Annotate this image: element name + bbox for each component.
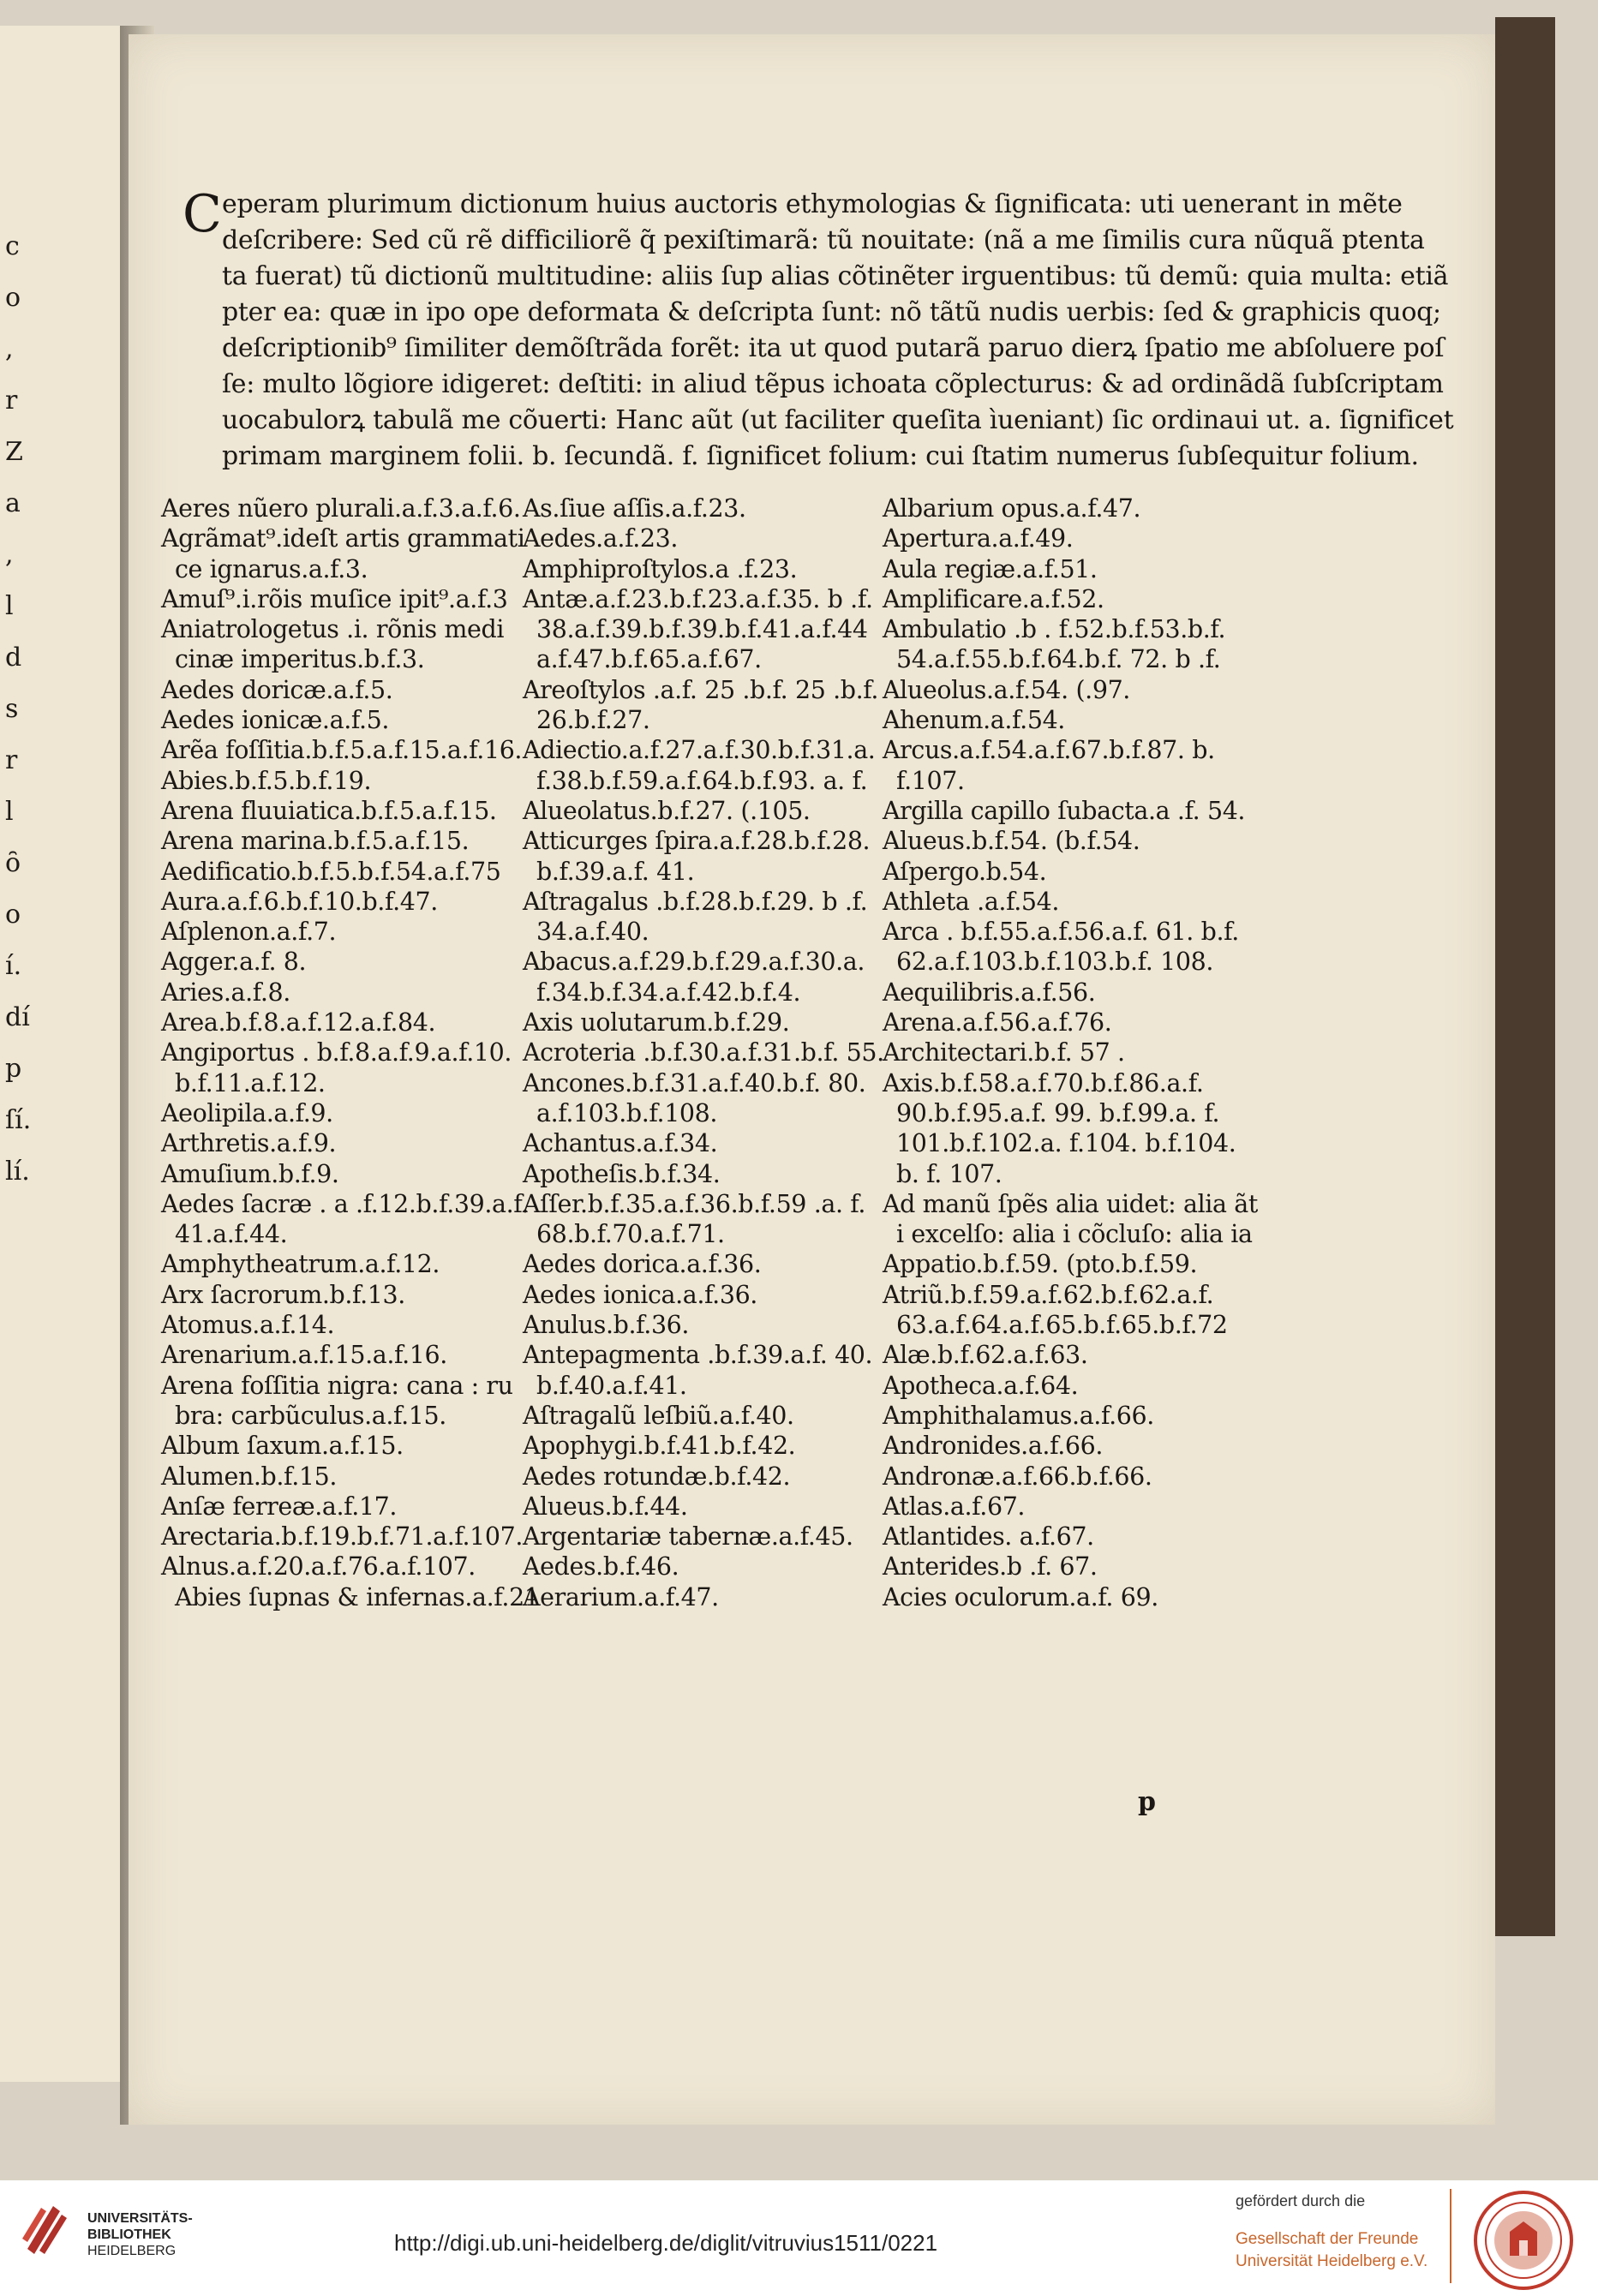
index-entry: Aula regiæ.a.f.51.: [883, 554, 1098, 583]
index-entry: b.f.39.a.f. 41.: [536, 857, 695, 886]
index-entry: Agger.a.f. 8.: [161, 948, 307, 977]
index-entry: 34.a.f.40.: [536, 918, 649, 947]
index-column-3: [883, 493, 1258, 1612]
index-entry: Aedes doricæ.a.f.5.: [161, 675, 393, 704]
index-entry: Arcus.a.f.54.a.f.67.b.f.87. b.: [883, 736, 1215, 765]
library-line: BIBLIOTHEK: [87, 2227, 171, 2242]
index-entry: 38.a.f.39.b.f.39.b.f.41.a.f.44: [536, 615, 868, 644]
index-entry: Architectari.b.f. 57 .: [883, 1038, 1125, 1067]
index-entry: a.f.103.b.f.108.: [536, 1098, 718, 1127]
index-entry: Ad manũ ſpẽs alia uidet: alia ãt: [883, 1189, 1258, 1218]
index-entry: 90.b.f.95.a.f. 99. b.f.99.a. f.: [896, 1098, 1220, 1127]
index-entry: Alæ.b.f.62.a.f.63.: [883, 1341, 1088, 1370]
index-column-1: [161, 493, 540, 1612]
index-entry: Aſpergo.b.54.: [883, 857, 1047, 886]
index-entry: Argilla capillo ſubacta.a .f. 54.: [883, 796, 1246, 825]
index-entry: Argentariæ tabernæ.a.f.45.: [523, 1522, 853, 1552]
index-entry: Antæ.a.f.23.b.f.23.a.f.35. b .f.: [523, 584, 873, 613]
previous-page-fragment: o: [5, 900, 21, 930]
index-entry: Arena foſſitia nigra: cana : ru: [161, 1371, 513, 1400]
index-entry: Alueus.b.f.44.: [523, 1492, 688, 1521]
introduction-lines: [222, 187, 1454, 475]
index-entry: b. f. 107.: [896, 1159, 1002, 1188]
index-entry: ce ignarus.a.f.3.: [175, 554, 368, 583]
index-entry: Aedes ionicæ.a.f.5.: [161, 706, 390, 735]
index-entry: Anulus.b.f.36.: [523, 1311, 690, 1340]
previous-page-fragment: s: [5, 694, 19, 724]
library-line: UNIVERSITÄTS-: [87, 2211, 193, 2226]
index-entry: Axis.b.f.58.a.f.70.b.f.86.a.f.: [883, 1068, 1204, 1097]
previous-page-fragment: l: [5, 591, 14, 621]
funded-by-label: gefördert durch die: [1236, 2192, 1366, 2209]
previous-page-fragment: p: [5, 1054, 22, 1084]
intro-line: uocabulorꝝ tabulã me cõuerti: Hanc aũt (ut faciliter queſita ìueniant) ſic ordinaui ut. a. ſignificet: [222, 405, 1454, 435]
intro-line: deſcriptionib⁹ ſimiliter demõſtrãda forẽt: ita ut quod putarã paruo dierꝝ ſpatio me abſoluere poſ: [222, 333, 1445, 363]
index-entry: Arca . b.f.55.a.f.56.a.f. 61. b.f.: [883, 918, 1239, 947]
index-entry: Apotheca.a.f.64.: [883, 1371, 1079, 1400]
index-entry: i excelſo: alia i cõcluſo: alia ia: [896, 1220, 1253, 1249]
index-entry: Atlantides. a.f.67.: [883, 1522, 1094, 1552]
index-entry: Alueus.b.f.54. (b.f.54.: [883, 827, 1140, 856]
previous-page-fragment: ſí.: [5, 1105, 32, 1135]
index-entry: 101.b.f.102.a. f.104. b.f.104.: [896, 1129, 1236, 1158]
index-entry: Apertura.a.f.49.: [883, 524, 1074, 553]
footer-bar: [0, 2180, 1598, 2296]
index-entry: Atticurges ſpira.a.f.28.b.f.28.: [523, 827, 871, 856]
book-board-edge: [1495, 17, 1555, 1936]
index-entry: Alnus.a.f.20.a.f.76.a.f.107.: [161, 1552, 476, 1581]
index-entry: Aedes.b.f.46.: [523, 1552, 679, 1581]
index-entry: Arena.a.f.56.a.f.76.: [883, 1008, 1112, 1037]
index-entry: Apophygi.b.f.41.b.f.42.: [523, 1432, 796, 1461]
index-entry: Aries.a.f.8.: [161, 978, 290, 1007]
index-column-2: [523, 493, 883, 1612]
previous-page-fragment: r: [5, 386, 18, 416]
index-entry: Amphiproſtylos.a .f.23.: [523, 554, 798, 583]
society-line: Universität Heidelberg e.V.: [1236, 2252, 1428, 2270]
index-entry: Arx ſacrorum.b.f.13.: [161, 1280, 405, 1309]
index-entry: b.f.40.a.f.41.: [536, 1371, 687, 1400]
index-entry: Anterides.b .f. 67.: [883, 1552, 1098, 1581]
index-entry: 63.a.f.64.a.f.65.b.f.65.b.f.72: [896, 1311, 1228, 1340]
society-line: Gesellschaft der Freunde: [1236, 2230, 1419, 2248]
intro-line: ſe: multo lõgiore idigeret: deſtiti: in aliud tẽpus ichoata cõplecturus: & ad ordinãdã ſubſcriptam: [222, 369, 1444, 399]
index-entry: Acies oculorum.a.f. 69.: [883, 1582, 1158, 1611]
index-entry: Album ſaxum.a.f.15.: [161, 1432, 404, 1461]
intro-line: eperam plurimum dictionum huius auctoris ethymologias & ſignificata: uti uenerant in mẽte: [222, 189, 1403, 219]
index-entry: Andronæ.a.f.66.b.f.66.: [883, 1462, 1152, 1491]
index-entry: Alueolatus.b.f.27. (.105.: [523, 796, 811, 825]
index-entry: Aura.a.f.6.b.f.10.b.f.47.: [161, 887, 438, 916]
index-entry: Aedes rotundæ.b.f.42.: [523, 1462, 791, 1491]
intro-line: primam marginem folii. b. ſecundã. f. ſignificet folium: cui ſtatim numerus ſubſequitur folium.: [222, 441, 1419, 471]
index-entry: Aeolipila.a.f.9.: [161, 1098, 333, 1127]
library-line: HEIDELBERG: [87, 2244, 177, 2258]
index-entry: Albarium opus.a.f.47.: [883, 494, 1141, 523]
previous-page-fragment: í.: [5, 951, 22, 981]
index-entry: Aſtragalũ leſbiũ.a.f.40.: [523, 1401, 794, 1430]
index-entry: Aequilibris.a.f.56.: [883, 978, 1096, 1007]
index-entry: Antepagmenta .b.f.39.a.f. 40.: [523, 1341, 873, 1370]
index-entry: Arẽa foſſitia.b.f.5.a.f.15.a.f.16.: [161, 736, 523, 765]
initial-letter: C: [183, 184, 222, 244]
permalink-url[interactable]: http://digi.ub.uni-heidelberg.de/diglit/vitruvius1511/0221: [394, 2230, 938, 2256]
previous-page-fragment: lí.: [5, 1157, 30, 1187]
index-entry: Atomus.a.f.14.: [161, 1311, 335, 1340]
index-entry: Aedes ſacræ . a .f.12.b.f.39.a.f.: [161, 1189, 530, 1218]
index-entry: Amuſ⁹.i.rõis muſice ipit⁹.a.f.3: [161, 584, 508, 613]
signature-mark: p: [1138, 1787, 1156, 1817]
index-entry: Atriũ.b.f.59.a.f.62.b.f.62.a.f.: [883, 1280, 1214, 1309]
index-entry: Amplificare.a.f.52.: [883, 584, 1104, 613]
previous-page-fragment: ,: [5, 540, 14, 570]
index-entry: Appatio.b.f.59. (pto.b.f.59.: [883, 1250, 1198, 1279]
index-entry: 62.a.f.103.b.f.103.b.f. 108.: [896, 948, 1213, 977]
footer-divider: [1450, 2189, 1451, 2283]
index-entry: Arena marina.b.f.5.a.f.15.: [161, 827, 470, 856]
index-entry: Arenarium.a.f.15.a.f.16.: [161, 1341, 447, 1370]
index-entry: a.f.47.b.f.65.a.f.67.: [536, 645, 762, 674]
index-entry: Aniatrologetus .i. rõnis medi: [161, 615, 505, 644]
intro-line: deſcribere: Sed cũ rẽ difficiliorẽ q̃ pexiſtimarã: tũ nouitate: (nã a me ſimilis cura nũquã ptenta: [222, 225, 1425, 255]
index-entry: 26.b.f.27.: [536, 706, 650, 735]
previous-page-fragment: ȏ: [5, 848, 21, 878]
index-entry: Aſplenon.a.f.7.: [161, 918, 337, 947]
index-entry: 54.a.f.55.b.f.64.b.f. 72. b .f.: [896, 645, 1221, 674]
index-entry: Alueolus.a.f.54. (.97.: [883, 675, 1130, 704]
previous-page-fragment: l: [5, 797, 14, 827]
index-entry: Aedes dorica.a.f.36.: [523, 1250, 762, 1279]
index-entry: Amphithalamus.a.f.66.: [883, 1401, 1154, 1430]
index-entry: Achantus.a.f.34.: [523, 1129, 718, 1158]
index-entry: Adiectio.a.f.27.a.f.30.b.f.31.a.: [523, 736, 876, 765]
index-entry: Areoſtylos .a.f. 25 .b.f. 25 .b.f.: [523, 675, 879, 704]
previous-page-fragment: dí: [5, 1002, 30, 1032]
previous-page-fragment: r: [5, 745, 18, 775]
introduction-paragraph: [183, 184, 1454, 475]
intro-line: ta fuerat) tũ dictionũ multitudine: aliis ſup alias cõtinẽter irguentibus: tũ demũ: quia multa: etiã: [222, 261, 1449, 291]
society-name: [1236, 2228, 1427, 2273]
index-entry: Amuſium.b.f.9.: [161, 1159, 339, 1188]
index-entry: Axis uolutarum.b.f.29.: [523, 1008, 790, 1037]
index-entry: Aedes.a.f.23.: [523, 524, 679, 553]
index-entry: Abies ſupnas & infernas.a.f.21: [175, 1582, 540, 1611]
index-entry: Apotheſis.b.f.34.: [523, 1159, 721, 1188]
index-entry: Aerarium.a.f.47.: [523, 1582, 719, 1611]
previous-page-fragment: a: [5, 488, 21, 518]
previous-page-edge: [0, 26, 123, 2082]
index-entry: 41.a.f.44.: [175, 1220, 288, 1249]
index-entry: Abies.b.f.5.b.f.19.: [161, 766, 372, 795]
index-entry: Aedes ionica.a.f.36.: [523, 1280, 757, 1309]
index-entry: Abacus.a.f.29.b.f.29.a.f.30.a.: [523, 948, 865, 977]
index-entry: Ancones.b.f.31.a.f.40.b.f. 80.: [523, 1068, 866, 1097]
index-entry: f.34.b.f.34.a.f.42.b.f.4.: [536, 978, 801, 1007]
index-entry: Angiportus . b.f.8.a.f.9.a.f.10.: [161, 1038, 512, 1067]
index-entry: Aedificatio.b.f.5.b.f.54.a.f.75: [161, 857, 501, 886]
index-entry: b.f.11.a.f.12.: [175, 1068, 326, 1097]
index-entry: 68.b.f.70.a.f.71.: [536, 1220, 725, 1249]
index-entry: Arectaria.b.f.19.b.f.71.a.f.107.: [161, 1522, 524, 1552]
index-entry: cinæ imperitus.b.f.3.: [175, 645, 425, 674]
index-entry: f.107.: [896, 766, 965, 795]
index-entry: Ahenum.a.f.54.: [883, 706, 1065, 735]
index-entry: Andronides.a.f.66.: [883, 1432, 1103, 1461]
index-entry: bra: carbũculus.a.f.15.: [175, 1401, 446, 1430]
index-entry: Aſſer.b.f.35.a.f.36.b.f.59 .a. f.: [523, 1189, 866, 1218]
previous-page-fragment: ,: [5, 334, 14, 364]
university-library-name: [87, 2210, 193, 2259]
index-entry: Atlas.a.f.67.: [883, 1492, 1026, 1521]
index-entry: Arena fluuiatica.b.f.5.a.f.15.: [161, 796, 497, 825]
index-entry: f.38.b.f.59.a.f.64.b.f.93. a. f.: [536, 766, 868, 795]
index-entry: Agrãmat⁹.ideſt artis grammati: [161, 524, 525, 553]
index-entry: Arthretis.a.f.9.: [161, 1129, 337, 1158]
index-entry: As.ſiue aſſis.a.f.23.: [523, 494, 746, 523]
index-entry: Anſæ ferreæ.a.f.17.: [161, 1492, 398, 1521]
previous-page-fragment: o: [5, 283, 21, 313]
index-entry: Athleta .a.f.54.: [883, 887, 1060, 916]
previous-page-fragment: d: [5, 643, 22, 673]
university-library-logo-icon[interactable]: [19, 2197, 70, 2257]
index-entry: Aſtragalus .b.f.28.b.f.29. b .f.: [523, 887, 868, 916]
index-entry: Ambulatio .b . f.52.b.f.53.b.f.: [883, 615, 1226, 644]
index-entry: Amphytheatrum.a.f.12.: [161, 1250, 440, 1279]
previous-page-fragment: c: [5, 231, 20, 261]
previous-page-fragment: Z: [5, 437, 23, 467]
society-seal-icon: [1472, 2189, 1575, 2292]
index-entry: Aeres nũero plurali.a.f.3.a.f.6.: [161, 494, 521, 523]
intro-line: pter ea: quæ in ipo ope deformata & deſcripta ſunt: nõ tãtũ nudis uerbis: ſed & graphicis quoq;: [222, 297, 1441, 327]
index-entry: Alumen.b.f.15.: [161, 1462, 337, 1491]
index-entry: Area.b.f.8.a.f.12.a.f.84.: [161, 1008, 436, 1037]
index-entry: Acroteria .b.f.30.a.f.31.b.f. 55.: [523, 1038, 884, 1067]
